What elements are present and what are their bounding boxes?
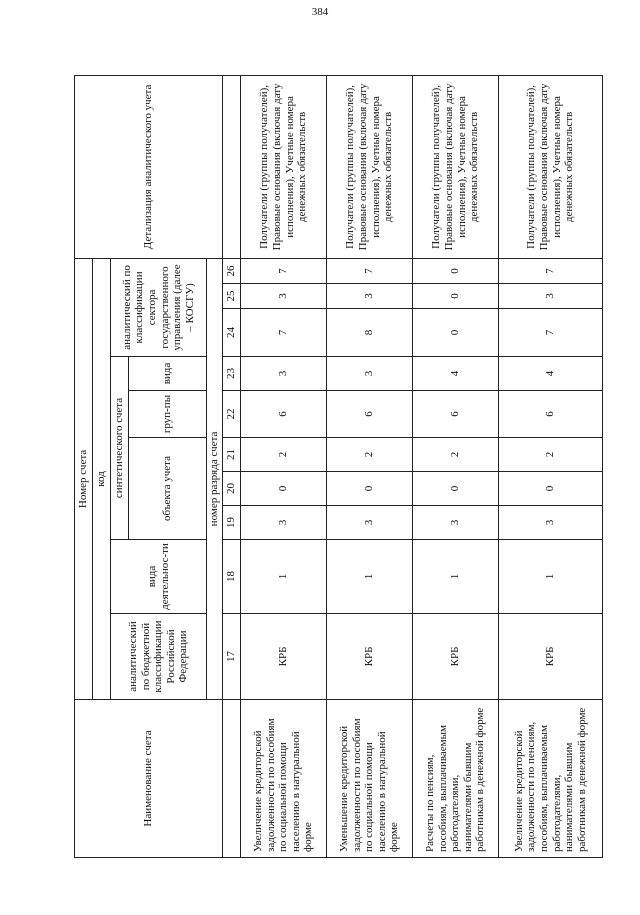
row-value: 1 [327,540,413,614]
digit-25: 25 [223,284,241,309]
header-group: груп-пы [129,391,207,438]
row-value: 6 [327,391,413,438]
accounts-table [74,75,603,858]
row-value: 0 [327,472,413,506]
digit-22: 22 [223,391,241,438]
row-value: 2 [241,438,327,472]
table-row [413,75,499,857]
row-account-name: Увеличение кредиторской задолженности по пенсиям, пособиям, выплачиваемым работодателями, нанимателями бывшим работникам в денежной форме [499,700,603,858]
row-detail: Получатели (группы получателей), Правовые основания (включая дату исполнения), Учетные номера денежных обязательств [327,75,413,258]
digit-26: 26 [223,258,241,283]
row-value: КРБ [327,614,413,700]
row-value: 0 [241,472,327,506]
header-type: вида [129,357,207,391]
digit-24: 24 [223,309,241,357]
row-account-name: Расчеты по пенсиям, пособиям, выплачиваемым работодателями, нанимателями бывшим работникам в денежной форме [413,700,499,858]
digit-18: 18 [223,540,241,614]
digit-blank [223,700,241,858]
digit-20: 20 [223,472,241,506]
row-value: КРБ [241,614,327,700]
row-value: 3 [327,284,413,309]
row-value: 2 [327,438,413,472]
row-value: 8 [327,309,413,357]
row-value: 0 [413,472,499,506]
row-value: 3 [241,357,327,391]
table-row [327,75,413,857]
row-value: 7 [241,258,327,283]
table-row [241,75,327,857]
row-value: 3 [413,506,499,540]
row-value: 1 [413,540,499,614]
header-detail: Детализация аналитического учета [75,75,223,258]
digit-blank [223,75,241,258]
row-value: 4 [413,357,499,391]
row-value: 7 [327,258,413,283]
row-value: 0 [413,258,499,283]
row-detail: Получатели (группы получателей), Правовые основания (включая дату исполнения), Учетные номера денежных обязательств [241,75,327,258]
digit-21: 21 [223,438,241,472]
digit-17: 17 [223,614,241,700]
header-code: код [93,258,111,699]
row-value: КРБ [499,614,603,700]
row-value: 1 [499,540,603,614]
row-value: 0 [499,472,603,506]
row-value: 6 [499,391,603,438]
row-value: 7 [499,309,603,357]
row-value: 3 [499,284,603,309]
row-value: 3 [241,284,327,309]
digit-19: 19 [223,506,241,540]
row-value: 4 [499,357,603,391]
header-digit-row-label: номер разряда счета [207,258,223,699]
row-account-name: Уменьшение кредиторской задолженности по пособиям по социальной помощи населению в натуральной форме [327,700,413,858]
rotated-table-container [74,76,602,858]
row-value: 2 [499,438,603,472]
row-value: 2 [413,438,499,472]
header-analytical-kosgu: аналитический по классификации сектора государственного управления (далее – КОСГУ) [111,258,207,356]
row-value: 3 [327,357,413,391]
row-value: 3 [241,506,327,540]
row-value: 1 [241,540,327,614]
row-value: 6 [241,391,327,438]
digit-23: 23 [223,357,241,391]
header-synthetic: синтетического счета [111,357,129,540]
row-value: 3 [499,506,603,540]
row-value: КРБ [413,614,499,700]
page-number: 384 [311,6,329,18]
header-object: объекта учета [129,438,207,540]
table-row [499,75,603,857]
row-value: 0 [413,284,499,309]
header-account-name: Наименование счета [75,700,223,858]
header-analytical-budget: аналитический по бюджетной классификации Российской Федерации [111,614,207,700]
row-detail: Получатели (группы получателей), Правовые основания (включая дату исполнения), Учетные номера денежных обязательств [499,75,603,258]
row-value: 7 [499,258,603,283]
row-value: 6 [413,391,499,438]
row-detail: Получатели (группы получателей), Правовые основания (включая дату исполнения), Учетные номера денежных обязательств [413,75,499,258]
row-account-name: Увеличение кредиторской задолженности по пособиям по социальной помощи населению в натуральной форме [241,700,327,858]
header-activity-type: вида деятельнос-ти [111,540,207,614]
row-value: 0 [413,309,499,357]
row-value: 3 [327,506,413,540]
header-account-number: Номер счета [75,258,93,699]
row-value: 7 [241,309,327,357]
